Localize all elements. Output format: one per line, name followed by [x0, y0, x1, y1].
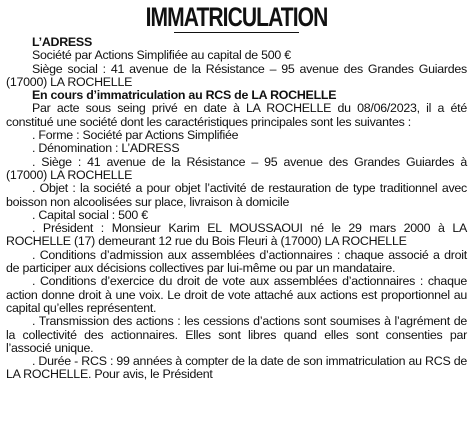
notice-headline: IMMATRICULATION	[145, 2, 328, 32]
item-voting-conditions: . Conditions d’exercice du droit de vote aux assemblées d’actionnaires : chaque action donne droit à une voix. Le droit de vote attaché aux actions est proportionnel au capital qu’elles représentent.	[6, 274, 467, 315]
item-president: . Président : Monsieur Karim EL MOUSSAOUI né le 29 mars 2000 à LA ROCHELLE (17) demeurant 12 rue du Bois Fleuri à (17000) LA ROCHELLE	[6, 221, 467, 249]
deed-intro: Par acte sous seing privé en date à LA ROCHELLE du 08/06/2023, il a été constitué une société dont les caractéristiques principales sont les suivantes :	[6, 101, 467, 129]
company-seat: Siège social : 41 avenue de la Résistance – 95 avenue des Grandes Guiardes (17000) LA ROCHELLE	[6, 61, 467, 89]
item-denomination: . Dénomination : L’ADRESS	[32, 141, 180, 156]
item-share-transfer: . Transmission des actions : les cessions d’actions sont soumises à l’agrément de la collectivité des actionnaires. Elles sont libres quand elles sont consenties par l’associé unique.	[6, 314, 467, 355]
legal-notice	[0, 2, 473, 428]
company-name: L’ADRESS	[32, 35, 92, 49]
item-duration-rcs: . Durée - RCS : 99 années à compter de la date de son immatriculation au RCS de LA ROCHELLE. Pour avis, le Président	[6, 354, 467, 382]
item-seat: . Siège : 41 avenue de la Résistance – 95 avenue des Grandes Guiardes à (17000) LA ROCHELLE	[6, 154, 467, 182]
registration-status: En cours d’immatriculation au RCS de LA ROCHELLE	[32, 88, 337, 103]
item-admission-conditions: . Conditions d’admission aux assemblées d’actionnaires : chaque associé a droit de participer aux décisions collectives par lui-même ou par un mandataire.	[6, 247, 467, 276]
item-object: . Objet : la société a pour objet l’activité de restauration de type traditionnel avec boisson non alcoolisées sur place, livraison à domicile	[6, 181, 467, 209]
notice-body	[0, 33, 473, 382]
item-form: . Forme : Société par Actions Simplifiée	[32, 128, 239, 143]
company-form-capital: Société par Actions Simplifiée au capital de 500 €	[32, 48, 291, 63]
item-capital: . Capital social : 500 €	[32, 207, 148, 222]
